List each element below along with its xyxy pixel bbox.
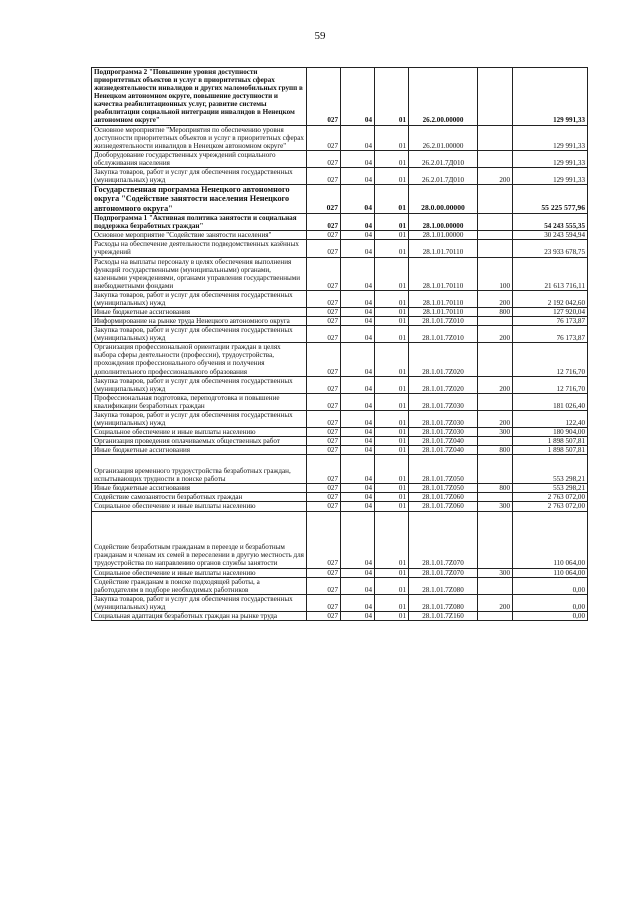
target-article-code: 28.1.00.00000 (409, 214, 478, 231)
subsection-code: 01 (375, 446, 409, 455)
table-row (92, 568, 588, 577)
table-row (92, 231, 588, 240)
expense-type-code (478, 493, 513, 502)
section-code: 04 (341, 343, 375, 376)
section-code: 04 (341, 577, 375, 594)
section-code: 04 (341, 446, 375, 455)
grbs-code: 027 (307, 428, 341, 437)
table-row (92, 326, 588, 343)
amount: 2 763 072,00 (513, 502, 588, 511)
expense-type-code: 300 (478, 502, 513, 511)
row-name: Организация проведения оплачиваемых общественных работ (92, 437, 307, 446)
amount: 0,00 (513, 594, 588, 611)
target-article-code: 28.1.01.00000 (409, 231, 478, 240)
subsection-code: 01 (375, 484, 409, 493)
grbs-code: 027 (307, 307, 341, 316)
expense-type-code (478, 185, 513, 214)
table-row (92, 257, 588, 290)
row-name: Содействие гражданам в поиске подходящей работы, а работодателям в подборе необходимых работников (92, 577, 307, 594)
section-code: 04 (341, 437, 375, 446)
grbs-code: 027 (307, 493, 341, 502)
target-article-code: 28.1.01.7Z040 (409, 437, 478, 446)
row-name: Социальное обеспечение и иные выплаты населению (92, 502, 307, 511)
table-row (92, 594, 588, 611)
target-article-code: 28.0.00.00000 (409, 185, 478, 214)
amount: 30 243 594,94 (513, 231, 588, 240)
target-article-code: 26.2.00.00000 (409, 68, 478, 126)
grbs-code: 027 (307, 214, 341, 231)
amount: 553 298,21 (513, 455, 588, 484)
target-article-code: 28.1.01.7Z040 (409, 446, 478, 455)
section-code: 04 (341, 214, 375, 231)
subsection-code: 01 (375, 594, 409, 611)
row-name: Информирование на рынке труда Ненецкого автономного округа (92, 317, 307, 326)
amount: 23 933 678,75 (513, 240, 588, 257)
expense-type-code: 200 (478, 410, 513, 427)
grbs-code: 027 (307, 594, 341, 611)
subsection-code: 01 (375, 257, 409, 290)
target-article-code: 28.1.01.7Z160 (409, 611, 478, 620)
subsection-code: 01 (375, 511, 409, 568)
table-row (92, 455, 588, 484)
table-row (92, 240, 588, 257)
grbs-code: 027 (307, 317, 341, 326)
table-row (92, 214, 588, 231)
table-row (92, 185, 588, 214)
row-name: Содействие самозанятости безработных граждан (92, 493, 307, 502)
section-code: 04 (341, 393, 375, 410)
row-name: Организация временного трудоустройства безработных граждан, испытывающих трудности в поиске работы (92, 455, 307, 484)
amount: 129 991,33 (513, 125, 588, 150)
section-code: 04 (341, 307, 375, 316)
row-name: Основное мероприятие "Содействие занятости населения" (92, 231, 307, 240)
subsection-code: 01 (375, 214, 409, 231)
table-row (92, 125, 588, 150)
expense-type-code (478, 240, 513, 257)
expense-type-code: 300 (478, 428, 513, 437)
table-row (92, 393, 588, 410)
amount: 2 192 042,60 (513, 290, 588, 307)
table-row (92, 437, 588, 446)
target-article-code: 26.2.01.7Д010 (409, 150, 478, 167)
section-code: 04 (341, 502, 375, 511)
page-number: 59 (314, 30, 326, 42)
expense-type-code (478, 577, 513, 594)
target-article-code: 28.1.01.7Z030 (409, 393, 478, 410)
row-name: Дооборудование государственных учреждений социального обслуживания населения (92, 150, 307, 167)
row-name: Закупка товаров, работ и услуг для обеспечения государственных (муниципальных) нужд (92, 594, 307, 611)
amount: 181 026,40 (513, 393, 588, 410)
expense-type-code: 200 (478, 376, 513, 393)
target-article-code: 28.1.01.7Z030 (409, 410, 478, 427)
section-code: 04 (341, 484, 375, 493)
subsection-code: 01 (375, 307, 409, 316)
target-article-code: 28.1.01.7Z070 (409, 511, 478, 568)
row-name: Организация профессиональной ориентации граждан в целях выбора сферы деятельности (профессии), трудоустройства, прохождения профессионального обучения и получения дополнительного профессионального образования (92, 343, 307, 376)
budget-table (91, 67, 588, 621)
row-name: Закупка товаров, работ и услуг для обеспечения государственных (муниципальных) нужд (92, 376, 307, 393)
row-name: Закупка товаров, работ и услуг для обеспечения государственных (муниципальных) нужд (92, 290, 307, 307)
section-code: 04 (341, 493, 375, 502)
amount: 129 991,33 (513, 167, 588, 184)
section-code: 04 (341, 257, 375, 290)
subsection-code: 01 (375, 577, 409, 594)
target-article-code: 28.1.01.7Z010 (409, 317, 478, 326)
expense-type-code (478, 393, 513, 410)
expense-type-code: 200 (478, 326, 513, 343)
table-row (92, 410, 588, 427)
target-article-code: 28.1.01.7Z080 (409, 594, 478, 611)
amount: 0,00 (513, 577, 588, 594)
row-name: Закупка товаров, работ и услуг для обеспечения государственных (муниципальных) нужд (92, 167, 307, 184)
expense-type-code: 100 (478, 257, 513, 290)
grbs-code: 027 (307, 502, 341, 511)
amount: 110 064,00 (513, 568, 588, 577)
subsection-code: 01 (375, 167, 409, 184)
row-name: Основное мероприятие "Мероприятия по обеспечению уровня доступности приоритетных объектов и услуг в приоритетных сферах жизнедеятельности инвалидов в Ненецком автономном округе" (92, 125, 307, 150)
subsection-code: 01 (375, 68, 409, 126)
expense-type-code: 800 (478, 307, 513, 316)
table-row (92, 376, 588, 393)
subsection-code: 01 (375, 502, 409, 511)
target-article-code: 28.1.01.7Z020 (409, 343, 478, 376)
amount: 76 173,87 (513, 326, 588, 343)
amount: 2 763 072,00 (513, 493, 588, 502)
grbs-code: 027 (307, 68, 341, 126)
amount: 553 298,21 (513, 484, 588, 493)
row-name: Государственная программа Ненецкого автономного округа "Содействие занятости населения Ненецкого автономного округа" (92, 185, 307, 214)
subsection-code: 01 (375, 437, 409, 446)
grbs-code: 027 (307, 568, 341, 577)
row-name: Профессиональная подготовка, переподготовка и повышение квалификации безработных граждан (92, 393, 307, 410)
table-row (92, 150, 588, 167)
grbs-code: 027 (307, 185, 341, 214)
grbs-code: 027 (307, 231, 341, 240)
row-name: Иные бюджетные ассигнования (92, 446, 307, 455)
section-code: 04 (341, 326, 375, 343)
row-name: Подпрограмма 1 "Активная политика занятости и социальная поддержка безработных граждан" (92, 214, 307, 231)
subsection-code: 01 (375, 185, 409, 214)
target-article-code: 28.1.01.7Z070 (409, 568, 478, 577)
expense-type-code: 200 (478, 290, 513, 307)
target-article-code: 28.1.01.70110 (409, 257, 478, 290)
amount: 110 064,00 (513, 511, 588, 568)
expense-type-code (478, 150, 513, 167)
target-article-code: 28.1.01.7Z050 (409, 484, 478, 493)
amount: 55 225 577,96 (513, 185, 588, 214)
grbs-code: 027 (307, 393, 341, 410)
grbs-code: 027 (307, 326, 341, 343)
table-row (92, 167, 588, 184)
amount: 12 716,70 (513, 343, 588, 376)
expense-type-code (478, 214, 513, 231)
subsection-code: 01 (375, 231, 409, 240)
subsection-code: 01 (375, 410, 409, 427)
section-code: 04 (341, 428, 375, 437)
grbs-code: 027 (307, 125, 341, 150)
subsection-code: 01 (375, 343, 409, 376)
expense-type-code (478, 317, 513, 326)
amount: 180 904,00 (513, 428, 588, 437)
grbs-code: 027 (307, 484, 341, 493)
amount: 129 991,33 (513, 68, 588, 126)
amount: 54 243 555,35 (513, 214, 588, 231)
expense-type-code (478, 511, 513, 568)
section-code: 04 (341, 611, 375, 620)
grbs-code: 027 (307, 437, 341, 446)
amount: 1 898 507,81 (513, 437, 588, 446)
section-code: 04 (341, 455, 375, 484)
subsection-code: 01 (375, 317, 409, 326)
section-code: 04 (341, 185, 375, 214)
row-name: Социальное обеспечение и иные выплаты населению (92, 568, 307, 577)
grbs-code: 027 (307, 240, 341, 257)
table-row (92, 484, 588, 493)
expense-type-code: 200 (478, 594, 513, 611)
subsection-code: 01 (375, 240, 409, 257)
target-article-code: 28.1.01.7Z080 (409, 577, 478, 594)
target-article-code: 26.2.01.7Д010 (409, 167, 478, 184)
expense-type-code (478, 455, 513, 484)
target-article-code: 28.1.01.7Z020 (409, 376, 478, 393)
section-code: 04 (341, 594, 375, 611)
target-article-code: 26.2.01.00000 (409, 125, 478, 150)
target-article-code: 28.1.01.7Z060 (409, 502, 478, 511)
row-name: Иные бюджетные ассигнования (92, 307, 307, 316)
section-code: 04 (341, 511, 375, 568)
expense-type-code (478, 437, 513, 446)
subsection-code: 01 (375, 455, 409, 484)
table-row (92, 307, 588, 316)
expense-type-code (478, 343, 513, 376)
table-row (92, 317, 588, 326)
section-code: 04 (341, 68, 375, 126)
grbs-code: 027 (307, 511, 341, 568)
section-code: 04 (341, 167, 375, 184)
table-row (92, 446, 588, 455)
grbs-code: 027 (307, 167, 341, 184)
grbs-code: 027 (307, 343, 341, 376)
target-article-code: 28.1.01.70110 (409, 290, 478, 307)
grbs-code: 027 (307, 376, 341, 393)
subsection-code: 01 (375, 611, 409, 620)
subsection-code: 01 (375, 376, 409, 393)
expense-type-code: 800 (478, 446, 513, 455)
row-name: Социальная адаптация безработных граждан на рынке труда (92, 611, 307, 620)
row-name: Содействие безработным гражданам в переезде и безработным гражданам и членам их семей в переселении в другую местность для трудоустройства по направлению органов службы занятости (92, 511, 307, 568)
grbs-code: 027 (307, 611, 341, 620)
section-code: 04 (341, 240, 375, 257)
subsection-code: 01 (375, 428, 409, 437)
amount: 1 898 507,81 (513, 446, 588, 455)
table-body (92, 68, 588, 621)
expense-type-code (478, 68, 513, 126)
table-row (92, 68, 588, 126)
row-name: Закупка товаров, работ и услуг для обеспечения государственных (муниципальных) нужд (92, 326, 307, 343)
row-name: Подпрограмма 2 "Повышение уровня доступности приоритетных объектов и услуг в приоритетных сферах жизнедеятельности инвалидов и других маломобильных групп в Ненецком автономном округе, повышение доступности и качества реабилитационных услуг, развитие системы реабилитации социальной интеграции инвалидов в Ненецком автономном округе" (92, 68, 307, 126)
amount: 21 613 716,11 (513, 257, 588, 290)
table-row (92, 343, 588, 376)
amount: 129 991,33 (513, 150, 588, 167)
expense-type-code: 800 (478, 484, 513, 493)
subsection-code: 01 (375, 326, 409, 343)
row-name: Иные бюджетные ассигнования (92, 484, 307, 493)
subsection-code: 01 (375, 290, 409, 307)
table-row (92, 511, 588, 568)
expense-type-code: 300 (478, 568, 513, 577)
expense-type-code (478, 231, 513, 240)
table-row (92, 577, 588, 594)
row-name: Расходы на выплаты персоналу в целях обеспечения выполнения функций государственными (муниципальными) органами, казенными учреждениями, органами управления государственными внебюджетными фондами (92, 257, 307, 290)
expense-type-code (478, 611, 513, 620)
subsection-code: 01 (375, 493, 409, 502)
amount: 0,00 (513, 611, 588, 620)
expense-type-code: 200 (478, 167, 513, 184)
table-row (92, 611, 588, 620)
table-row (92, 290, 588, 307)
target-article-code: 28.1.01.7Z060 (409, 493, 478, 502)
amount: 122,40 (513, 410, 588, 427)
section-code: 04 (341, 376, 375, 393)
table-row (92, 502, 588, 511)
grbs-code: 027 (307, 455, 341, 484)
grbs-code: 027 (307, 150, 341, 167)
amount: 76 173,87 (513, 317, 588, 326)
table-row (92, 493, 588, 502)
section-code: 04 (341, 150, 375, 167)
amount: 127 920,04 (513, 307, 588, 316)
grbs-code: 027 (307, 446, 341, 455)
subsection-code: 01 (375, 150, 409, 167)
grbs-code: 027 (307, 290, 341, 307)
grbs-code: 027 (307, 257, 341, 290)
section-code: 04 (341, 125, 375, 150)
target-article-code: 28.1.01.70110 (409, 240, 478, 257)
target-article-code: 28.1.01.70110 (409, 307, 478, 316)
target-article-code: 28.1.01.7Z030 (409, 428, 478, 437)
row-name: Расходы на обеспечение деятельности подведомственных казённых учреждений (92, 240, 307, 257)
table-row (92, 428, 588, 437)
row-name: Социальное обеспечение и иные выплаты населению (92, 428, 307, 437)
grbs-code: 027 (307, 410, 341, 427)
section-code: 04 (341, 410, 375, 427)
subsection-code: 01 (375, 393, 409, 410)
section-code: 04 (341, 231, 375, 240)
expense-type-code (478, 125, 513, 150)
section-code: 04 (341, 568, 375, 577)
row-name: Закупка товаров, работ и услуг для обеспечения государственных (муниципальных) нужд (92, 410, 307, 427)
grbs-code: 027 (307, 577, 341, 594)
section-code: 04 (341, 317, 375, 326)
target-article-code: 28.1.01.7Z010 (409, 326, 478, 343)
amount: 12 716,70 (513, 376, 588, 393)
section-code: 04 (341, 290, 375, 307)
subsection-code: 01 (375, 568, 409, 577)
target-article-code: 28.1.01.7Z050 (409, 455, 478, 484)
subsection-code: 01 (375, 125, 409, 150)
